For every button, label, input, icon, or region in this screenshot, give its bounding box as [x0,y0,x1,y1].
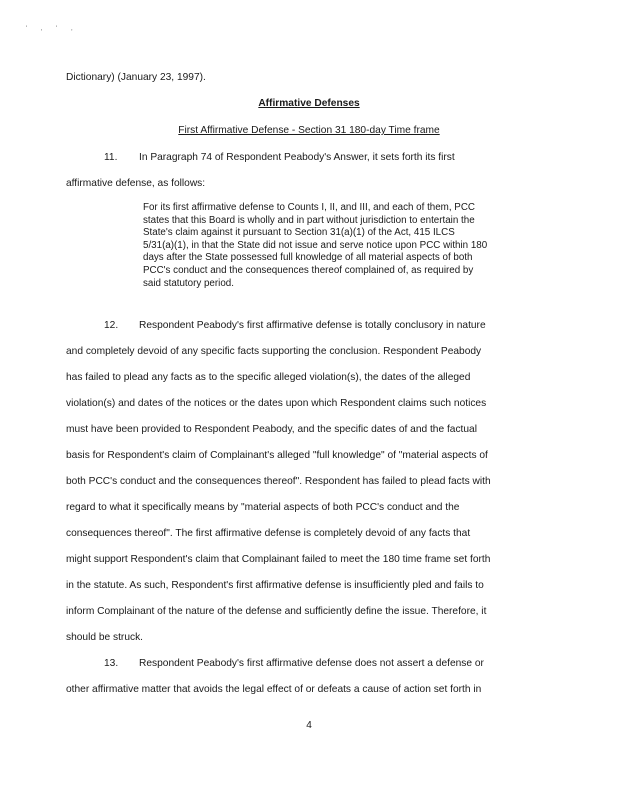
quote-line: days after the State possessed full knowledge of all material aspects of both [143,252,473,264]
quote-line: For its first affirmative defense to Counts I, II, and III, and each of them, PCC [143,202,475,213]
block-quote [143,202,523,290]
paragraph-13-line: other affirmative matter that avoids the legal effect of or defeats a cause of action set forth in [66,684,482,695]
paragraph-12-number: 12. [104,320,119,331]
quote-line: State's claim against it pursuant to Section 31(a)(1) of the Act, 415 ILCS [143,227,455,239]
paragraph-12-line: and completely devoid of any specific facts supporting the conclusion. Respondent Peabody [66,346,482,357]
paragraph-12-line: in the statute. As such, Respondent's first affirmative defense is insufficiently pled and fails to [66,580,484,591]
quote-line: 5/31(a)(1), in that the State did not issue and serve notice upon PCC within 180 [143,239,488,251]
quote-line: states that this Board is wholly and in part without jurisdiction to entertain the [143,214,475,226]
top-line: Dictionary) (January 23, 1997). [66,72,206,83]
paragraph-13-first-line: Respondent Peabody's first affirmative defense does not assert a defense or [139,658,484,669]
quote-line: PCC's conduct and the consequences thereof complained of, as required by [143,264,474,276]
paragraph-12-line: violation(s) and dates of the notices or the dates upon which Respondent claims such notices [66,398,487,409]
paragraph-13-number: 13. [104,658,119,669]
paragraph-12-line: has failed to plead any facts as to the specific alleged violation(s), the dates of the alleged [66,372,471,383]
section-heading: Affirmative Defenses [258,98,360,109]
paragraph-12-line: might support Respondent's claim that Complainant failed to meet the 180 time frame set forth [66,554,491,565]
paragraph-12-line: consequences thereof". The first affirmative defense is completely devoid of any facts that [66,528,471,539]
paragraph-12-first-line: Respondent Peabody's first affirmative defense is totally conclusory in nature [139,320,486,331]
paragraph-12-line: both PCC's conduct and the consequences thereof". Respondent has failed to plead facts with [66,476,491,487]
paragraph-11-second-line: affirmative defense, as follows: [66,178,206,189]
quote-line: said statutory period. [143,277,234,289]
paragraph-12-line: must have been provided to Respondent Peabody, and the specific dates of and the factual [66,424,477,435]
paragraph-12-line: inform Complainant of the nature of the defense and sufficiently define the issue. Therefore, it [66,606,487,617]
section-subheading: First Affirmative Defense - Section 31 180-day Time frame [178,125,440,136]
page-number: 4 [306,720,312,731]
paragraph-12-line: should be struck. [66,632,144,643]
paragraph-12-line: regard to what it specifically means by "material aspects of both PCC's conduct and the [66,502,460,513]
scan-marks: ' , ' , [26,26,79,32]
paragraph-11-number: 11. [104,152,118,163]
paragraph-12-line: basis for Respondent's claim of Complainant's alleged "full knowledge" of "material aspects of [66,450,488,461]
paragraph-11-first-line: In Paragraph 74 of Respondent Peabody's Answer, it sets forth its first [139,152,455,163]
